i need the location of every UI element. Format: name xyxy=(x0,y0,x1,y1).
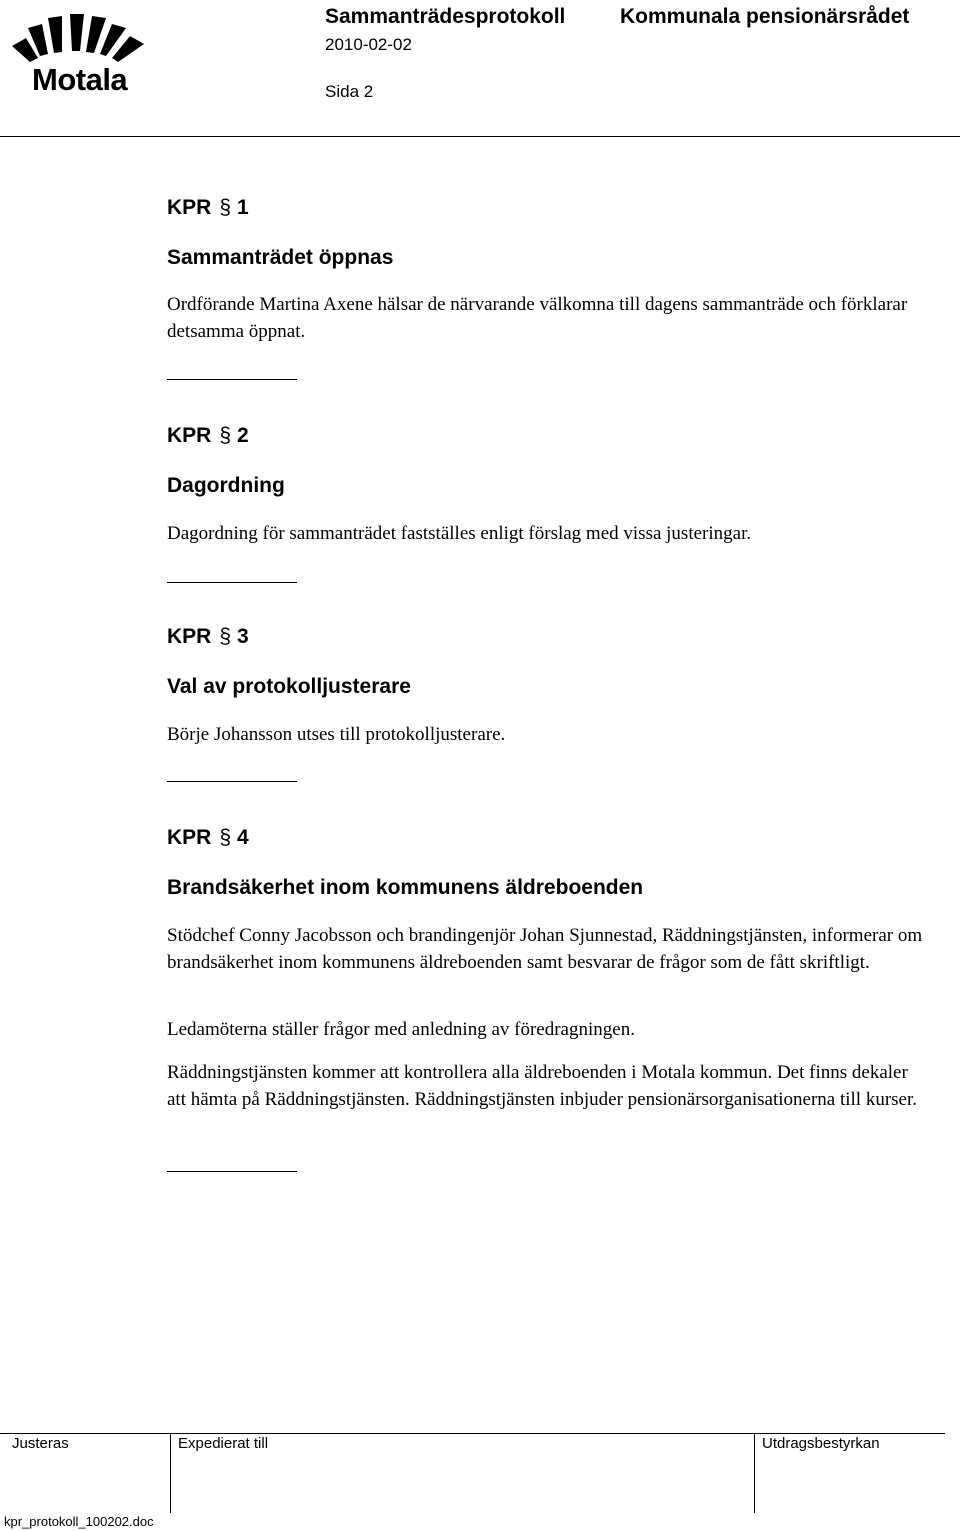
section-paragraph: Börje Johansson utses till protokolljusterare. xyxy=(167,724,506,745)
section-sign: § xyxy=(219,196,232,219)
section-separator xyxy=(167,582,297,583)
section-paragraph: Ordförande Martina Axene hälsar de närvarande välkomna till dagens sammanträde och förklarar detsamma öppnat. xyxy=(167,294,908,342)
section-separator xyxy=(167,1171,297,1172)
kpr-label: KPR xyxy=(167,424,212,447)
section-paragraph: Ledamöterna ställer frågor med anledning av föredragningen. xyxy=(167,1019,635,1040)
meeting-date: 2010-02-02 xyxy=(325,35,412,54)
section-number: 4 xyxy=(237,826,249,849)
footer-column-divider xyxy=(170,1433,171,1513)
kpr-label: KPR xyxy=(167,196,212,219)
section-separator xyxy=(167,379,297,380)
section-title: Sammanträdet öppnas xyxy=(167,246,394,269)
kpr-label: KPR xyxy=(167,826,212,849)
section-paragraph: Räddningstjänsten kommer att kontrollera alla äldreboenden i Motala kommun. Det finns dekaler att hämta på Räddningstjänsten. Räddningstjänsten inbjuder pensionärsorganisationerna till kurser. xyxy=(167,1062,917,1110)
section-title: Dagordning xyxy=(167,474,285,497)
section-sign: § xyxy=(219,826,232,849)
section-kpr-4 xyxy=(167,826,927,1110)
section-sign: § xyxy=(219,424,232,447)
section-separator xyxy=(167,781,297,782)
section-sign: § xyxy=(219,625,232,648)
section-kpr-1 xyxy=(167,196,927,342)
organization-name: Kommunala pensionärsrådet xyxy=(620,5,910,28)
page-number: Sida 2 xyxy=(325,82,374,101)
section-heading xyxy=(167,826,927,850)
header-divider xyxy=(0,136,960,137)
section-number: 3 xyxy=(237,625,249,648)
footer-utdragsbestyrkan: Utdragsbestyrkan xyxy=(762,1435,880,1452)
section-paragraph: Dagordning för sammanträdet fastställes enligt förslag med vissa justeringar. xyxy=(167,523,752,544)
footer-justeras: Justeras xyxy=(12,1435,69,1452)
section-heading xyxy=(167,625,927,649)
section-title: Val av protokolljusterare xyxy=(167,675,411,698)
section-number: 2 xyxy=(237,424,249,447)
kpr-label: KPR xyxy=(167,625,212,648)
document-title: Sammanträdesprotokoll xyxy=(325,5,566,28)
logo-text: Motala xyxy=(32,62,128,97)
footer-column-divider xyxy=(754,1433,755,1513)
section-heading xyxy=(167,424,927,448)
section-kpr-3 xyxy=(167,625,927,745)
section-number: 1 xyxy=(237,196,249,219)
section-title: Brandsäkerhet inom kommunens äldreboenden xyxy=(167,876,644,899)
section-heading xyxy=(167,196,927,220)
section-kpr-2 xyxy=(167,424,927,544)
footer-filename: kpr_protokoll_100202.doc xyxy=(4,1514,154,1529)
footer-expedierat: Expedierat till xyxy=(178,1435,269,1452)
section-paragraph: Stödchef Conny Jacobsson och brandingenjör Johan Sjunnestad, Räddningstjänsten, informerar om brandsäkerhet inom kommunens äldreboenden samt besvarar de frågor som de fått skriftligt. xyxy=(167,925,923,973)
